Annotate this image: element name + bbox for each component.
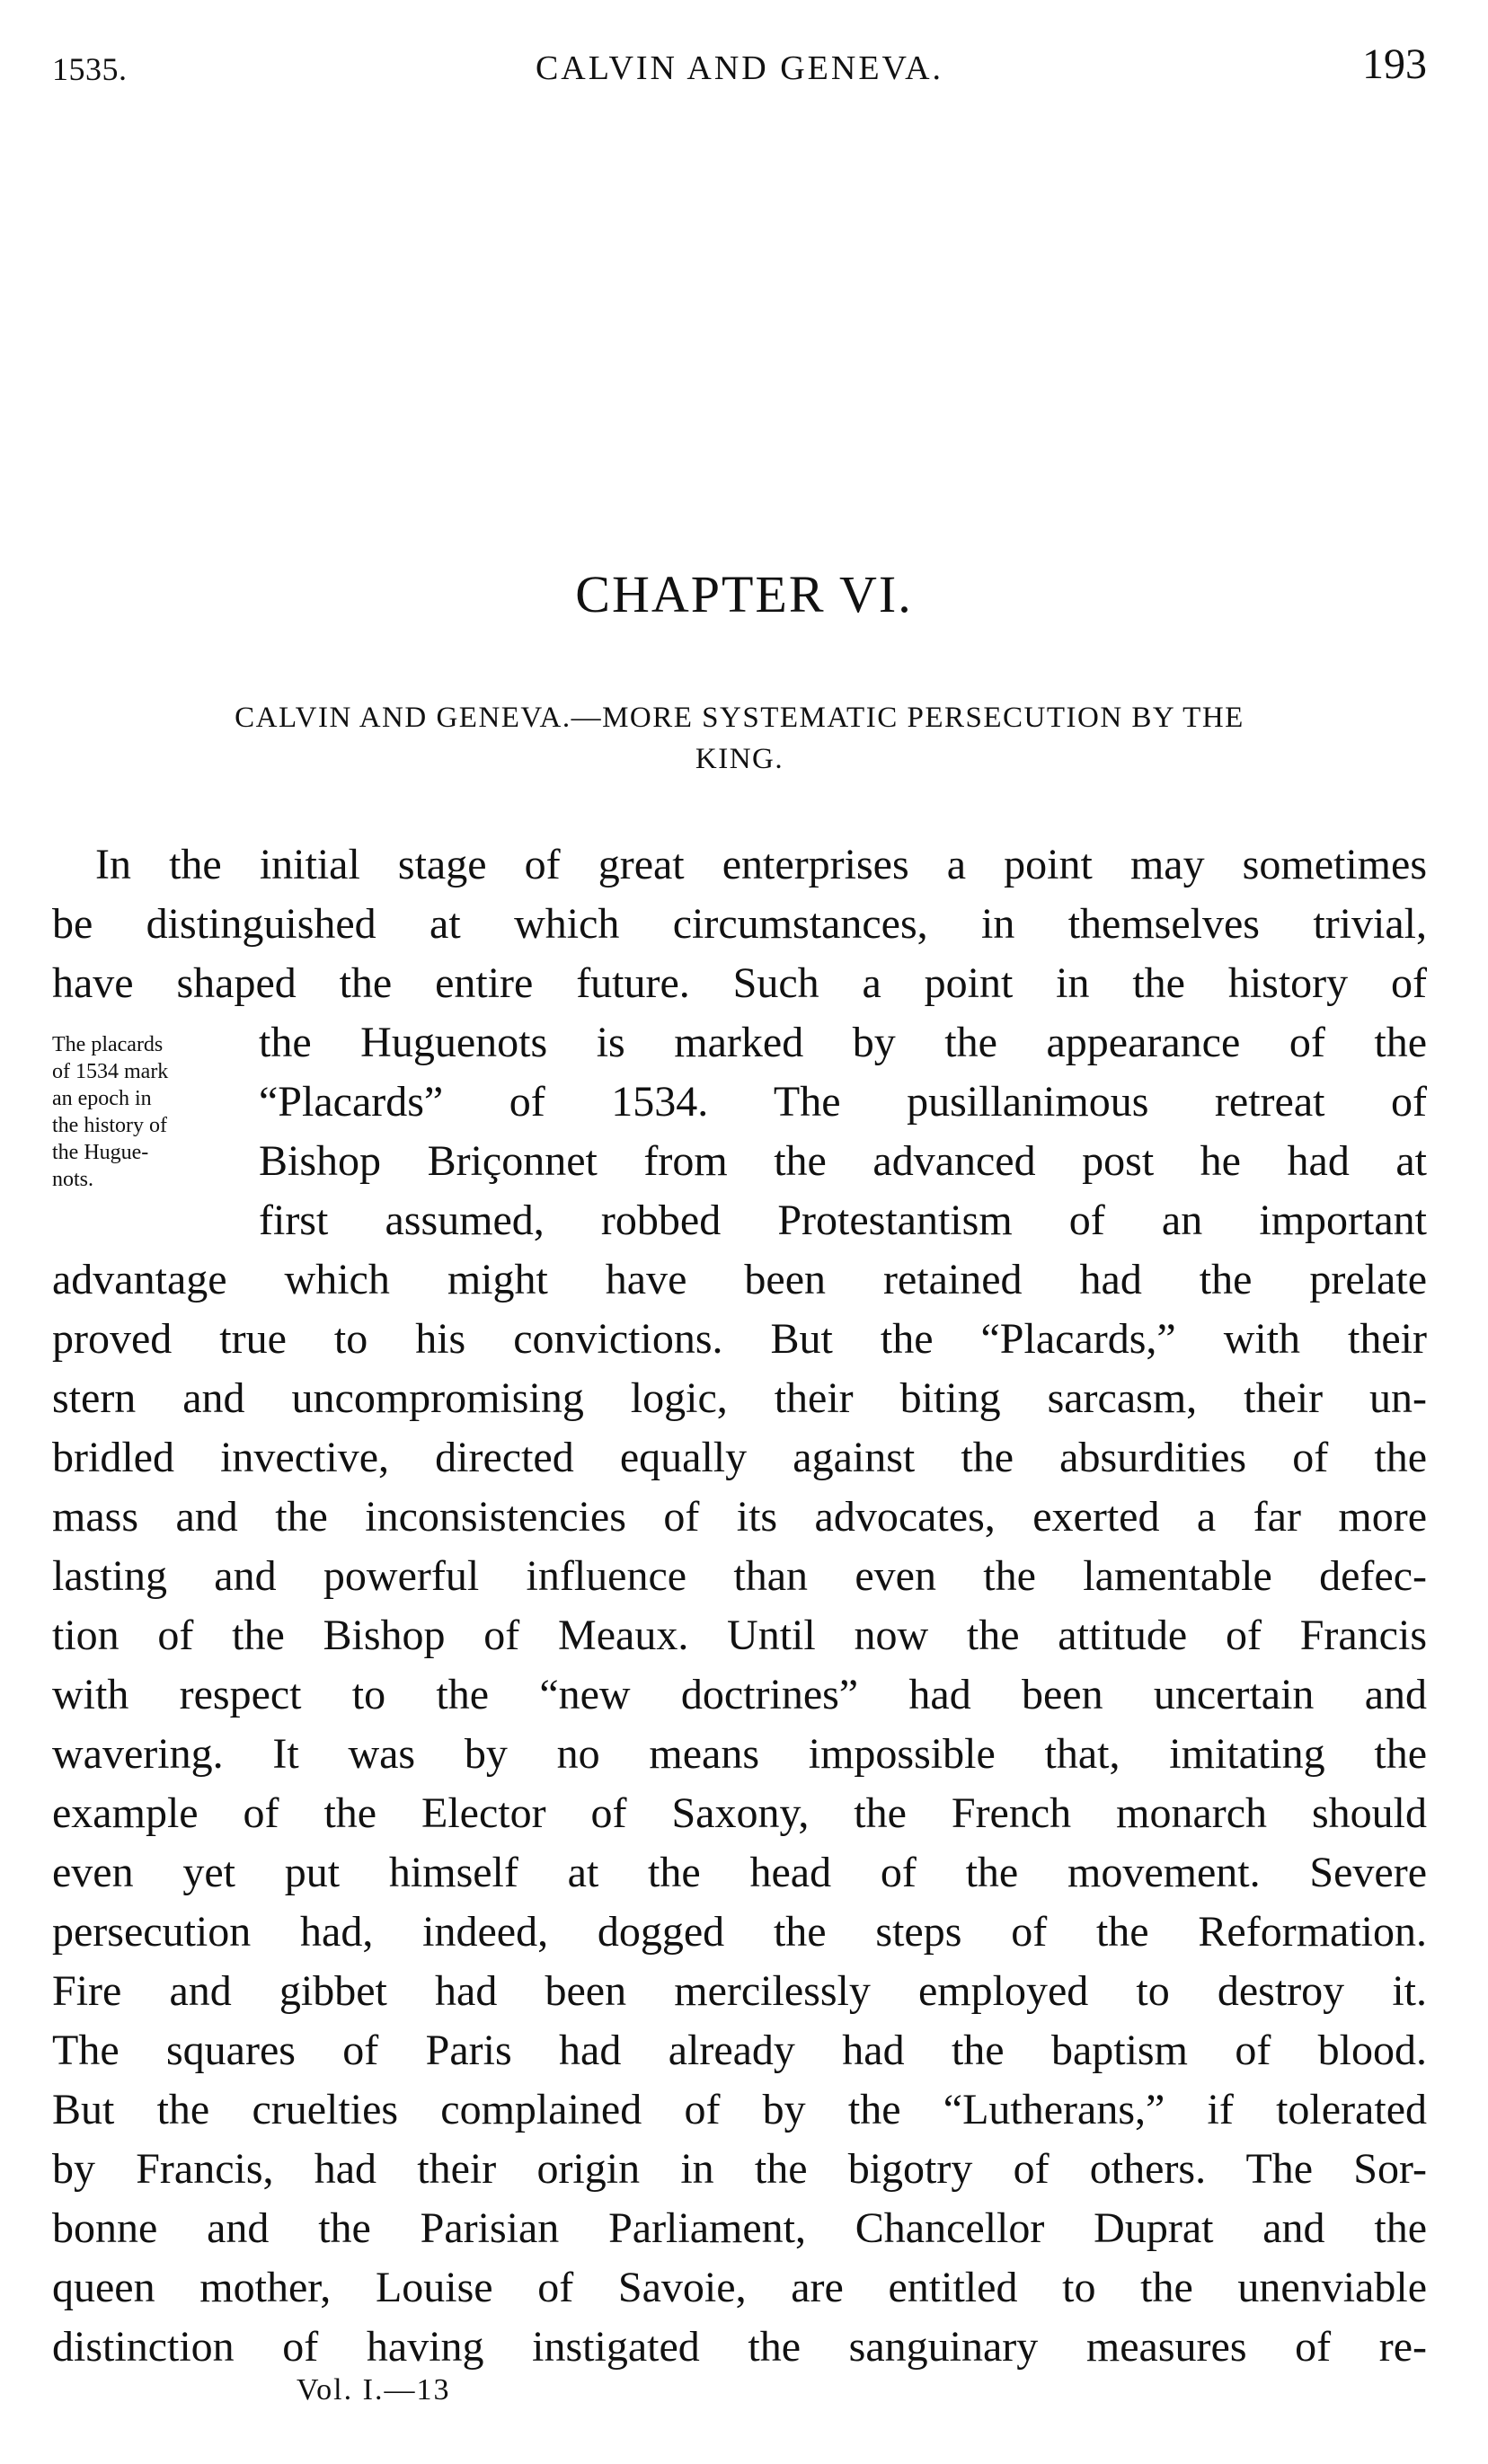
body-line: wavering. It was by no means impossible that, imitating the [52, 1730, 1427, 1778]
signature-mark: Vol. I.—13 [297, 2373, 451, 2407]
margin-note-line: the history of [52, 1114, 167, 1137]
margin-note-line: an epoch in [52, 1087, 152, 1110]
chapter-title-line-1: CALVIN AND GENEVA.—MORE SYSTEMATIC PERSECUTION BY THE [235, 702, 1244, 734]
body-line: have shaped the entire future. Such a point in the history of [52, 959, 1427, 1007]
page-number: 193 [1362, 40, 1427, 88]
body-line: Bishop Briçonnet from the advanced post he had at [259, 1137, 1427, 1185]
body-line: tion of the Bishop of Meaux. Until now the attitude of Francis [52, 1612, 1427, 1659]
body-line: proved true to his convictions. But the “Placards,” with their [52, 1315, 1427, 1363]
running-head-title: CALVIN AND GENEVA. [535, 49, 944, 87]
body-paragraph [52, 835, 1427, 2377]
body-line: In the initial stage of great enterprises a point may sometimes [95, 841, 1427, 888]
body-line: with respect to the “new doctrines” had been uncertain and [52, 1671, 1427, 1718]
body-line: mass and the inconsistencies of its advocates, exerted a far more [52, 1493, 1427, 1541]
margin-note-line: nots. [52, 1168, 94, 1191]
body-line: bonne and the Parisian Parliament, Chancellor Duprat and the [52, 2204, 1427, 2252]
margin-note-line: the Hugue- [52, 1141, 149, 1164]
margin-note-line: of 1534 mark [52, 1060, 169, 1083]
body-line: lasting and powerful influence than even the lamentable defec- [52, 1552, 1427, 1600]
body-line: example of the Elector of Saxony, the French monarch should [52, 1789, 1427, 1837]
body-line: Fire and gibbet had been mercilessly employed to destroy it. [52, 1967, 1427, 2015]
body-line: the Huguenots is marked by the appearance of the [259, 1019, 1427, 1066]
body-line: persecution had, indeed, dogged the steps of the Reformation. [52, 1908, 1427, 1956]
body-line: distinction of having instigated the sanguinary measures of re- [52, 2323, 1427, 2371]
margin-note-line: The placards [52, 1033, 164, 1056]
body-line: But the cruelties complained of by the “Lutherans,” if tolerated [52, 2086, 1427, 2133]
body-line: by Francis, had their origin in the bigotry of others. The Sor- [52, 2145, 1427, 2193]
body-line: “Placards” of 1534. The pusillanimous retreat of [259, 1078, 1427, 1126]
body-line: queen mother, Louise of Savoie, are entitled to the unenviable [52, 2264, 1427, 2311]
running-head [52, 40, 1427, 93]
body-line: be distinguished at which circumstances, in themselves trivial, [52, 900, 1427, 948]
body-line: even yet put himself at the head of the movement. Severe [52, 1849, 1427, 1896]
body-line: bridled invective, directed equally against the absurdities of the [52, 1434, 1427, 1481]
body-line: The squares of Paris had already had the baptism of blood. [52, 2027, 1427, 2074]
body-line: advantage which might have been retained had the prelate [52, 1256, 1427, 1303]
chapter-number: CHAPTER VI. [575, 565, 913, 623]
body-line: stern and uncompromising logic, their biting sarcasm, their un- [52, 1374, 1427, 1422]
running-head-year: 1535. [52, 51, 128, 87]
chapter-title [52, 697, 1427, 780]
body-line: first assumed, robbed Protestantism of an important [259, 1197, 1427, 1244]
chapter-title-line-2: KING. [695, 743, 784, 775]
